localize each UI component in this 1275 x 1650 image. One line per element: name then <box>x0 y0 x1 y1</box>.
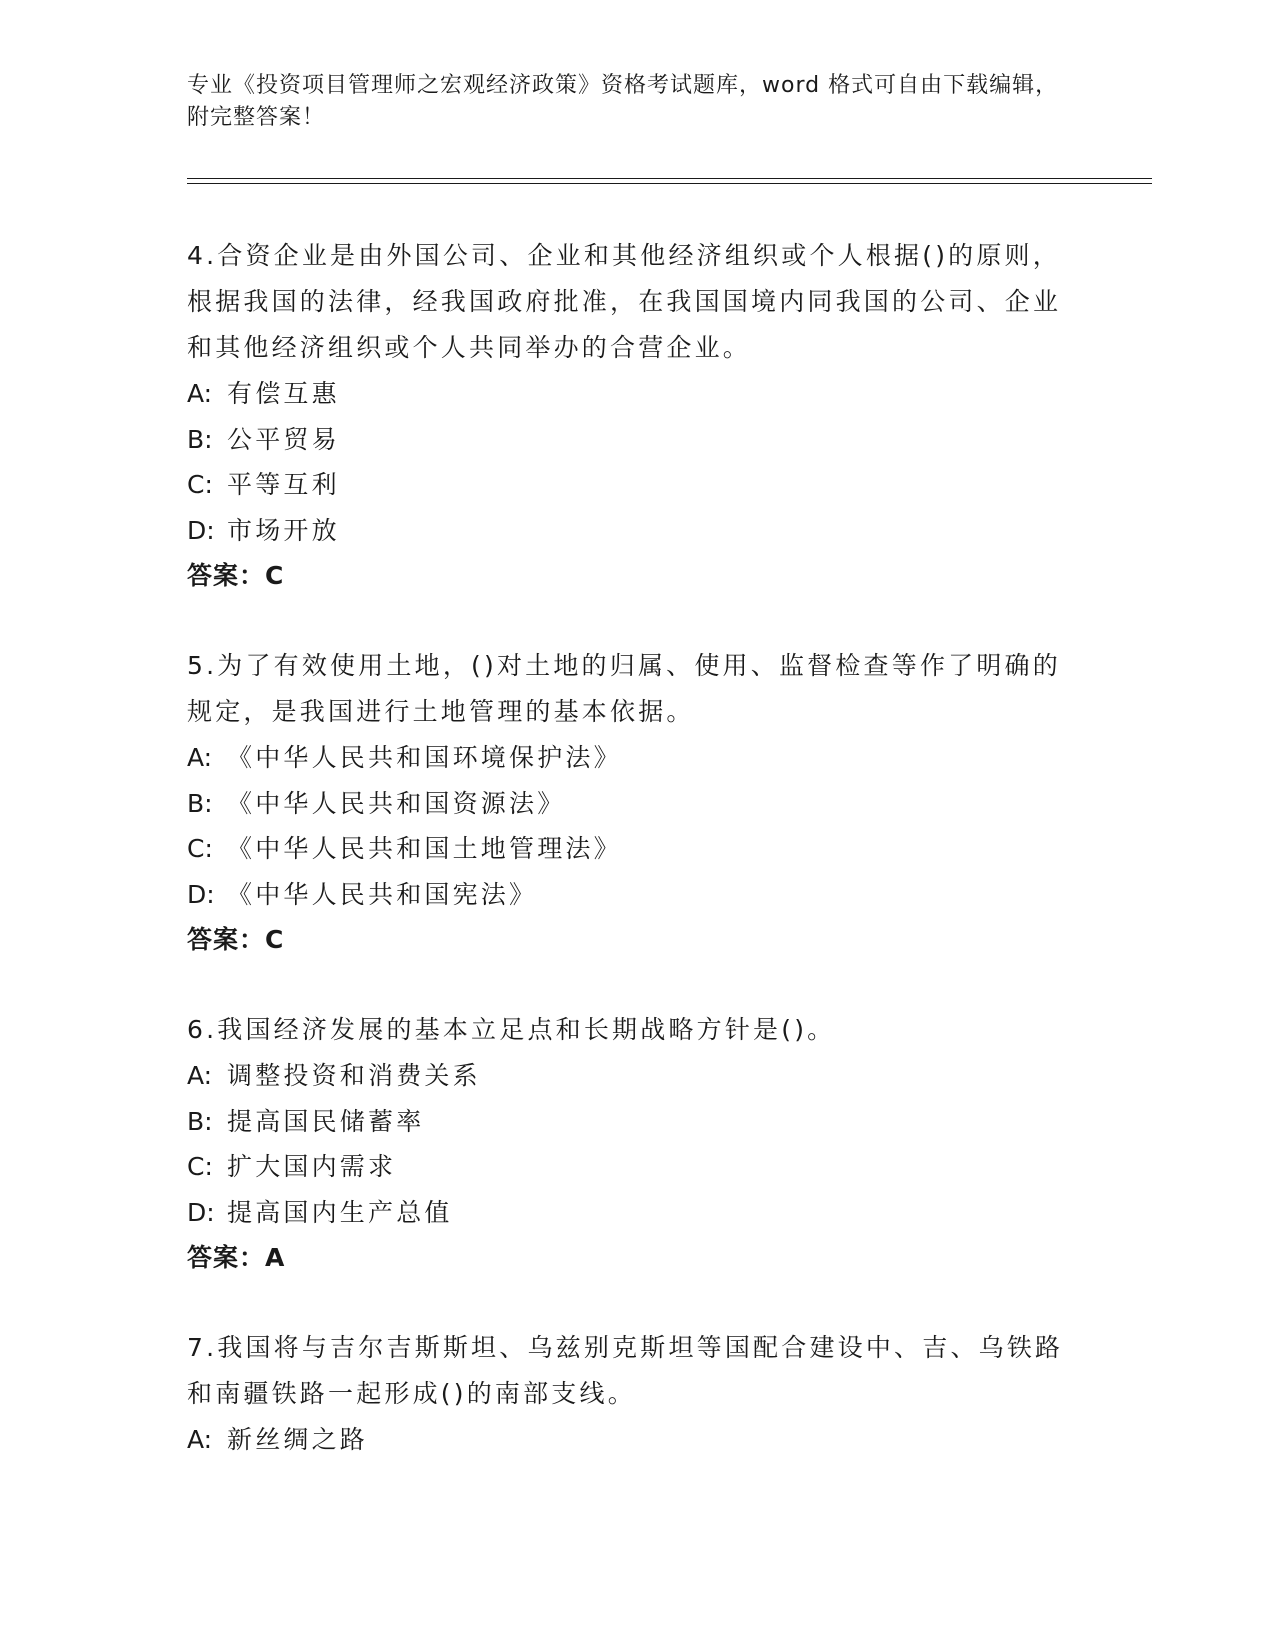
option-key: C: <box>187 470 213 499</box>
option-key: A: <box>187 743 213 772</box>
question-6 <box>187 1007 1067 1281</box>
option-text: 《中华人民共和国土地管理法》 <box>227 834 622 863</box>
option-b <box>187 781 1067 827</box>
option-text: 扩大国内需求 <box>227 1152 397 1181</box>
option-key: A: <box>187 379 213 408</box>
option-a <box>187 371 1067 417</box>
answer-line: 答案：C <box>187 925 285 954</box>
option-a <box>187 1417 1067 1463</box>
option-text: 《中华人民共和国宪法》 <box>227 879 538 909</box>
option-key: D: <box>187 515 215 545</box>
option-text: 《中华人民共和国环境保护法》 <box>227 743 622 772</box>
answer-line: 答案：A <box>187 1243 286 1272</box>
option-text: 新丝绸之路 <box>227 1425 369 1454</box>
option-key: D: <box>187 1197 215 1227</box>
option-a <box>187 1053 1067 1099</box>
option-key: B: <box>187 788 213 818</box>
option-c <box>187 462 1067 508</box>
question-stem: 6.我国经济发展的基本立足点和长期战略方针是()。 <box>187 1015 836 1044</box>
option-b <box>187 1099 1067 1145</box>
option-d <box>187 872 1067 918</box>
option-text: 提高国内生产总值 <box>227 1197 453 1227</box>
option-d <box>187 1190 1067 1236</box>
question-gap <box>187 1281 1067 1325</box>
option-text: 平等互利 <box>227 470 340 499</box>
question-gap <box>187 599 1067 643</box>
question-5 <box>187 643 1067 963</box>
option-a <box>187 735 1067 781</box>
option-text: 调整投资和消费关系 <box>227 1061 481 1090</box>
header-divider-top <box>187 178 1152 179</box>
question-4 <box>187 233 1067 599</box>
document-header: 专业《投资项目管理师之宏观经济政策》资格考试题库，word 格式可自由下载编辑，附完整答案！ <box>187 73 1059 130</box>
question-stem: 5.为了有效使用土地，()对土地的归属、使用、监督检查等作了明确的规定，是我国进行土地管理的基本依据。 <box>187 651 1061 726</box>
option-text: 有偿互惠 <box>227 379 340 408</box>
question-gap <box>187 963 1067 1007</box>
option-text: 公平贸易 <box>227 424 340 454</box>
option-b <box>187 417 1067 463</box>
option-key: B: <box>187 424 213 454</box>
option-key: A: <box>187 1425 213 1454</box>
option-text: 提高国民储蓄率 <box>227 1106 425 1136</box>
option-d <box>187 508 1067 554</box>
option-key: A: <box>187 1061 213 1090</box>
option-key: C: <box>187 834 213 863</box>
question-7 <box>187 1325 1067 1463</box>
question-stem: 4.合资企业是由外国公司、企业和其他经济组织或个人根据()的原则，根据我国的法律，经我国政府批准，在我国国境内同我国的公司、企业和其他经济组织或个人共同举办的合营企业。 <box>187 241 1062 362</box>
answer-line: 答案：C <box>187 561 285 590</box>
option-c <box>187 826 1067 872</box>
header-divider-bottom <box>187 183 1152 184</box>
option-key: C: <box>187 1152 213 1181</box>
option-text: 市场开放 <box>227 515 340 545</box>
option-key: B: <box>187 1106 213 1136</box>
question-list <box>187 233 1067 1463</box>
option-key: D: <box>187 879 215 909</box>
option-text: 《中华人民共和国资源法》 <box>227 788 566 818</box>
question-stem: 7.我国将与吉尔吉斯斯坦、乌兹别克斯坦等国配合建设中、吉、乌铁路和南疆铁路一起形成()的南部支线。 <box>187 1333 1064 1408</box>
option-c <box>187 1144 1067 1190</box>
